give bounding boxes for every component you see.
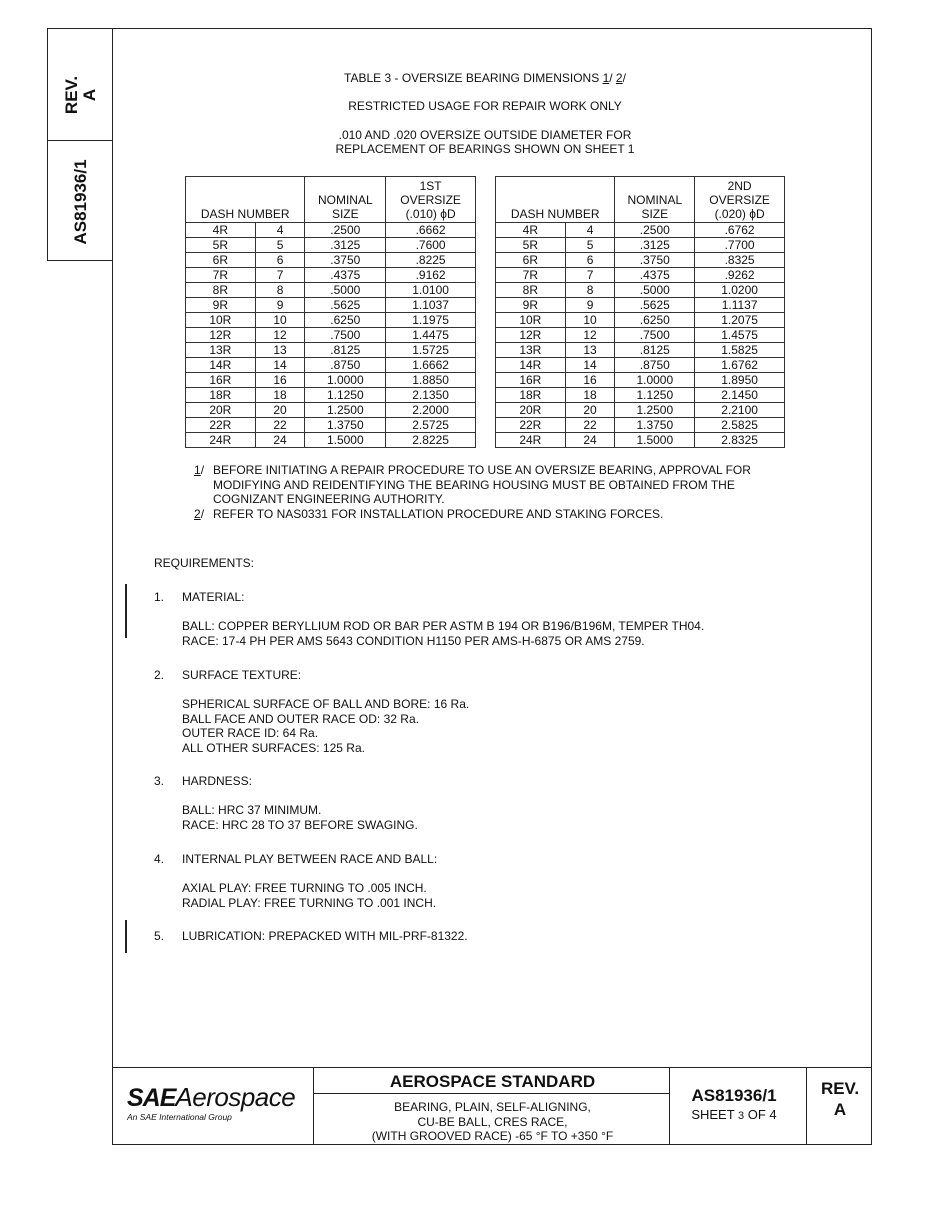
nominal-size-cell: .8750: [615, 358, 695, 373]
oversize-diameter-cell: .6762: [695, 223, 785, 238]
title-block-standard: [313, 1067, 670, 1094]
side-doc-box: [47, 140, 113, 261]
oversize-diameter-cell: 2.1450: [695, 388, 785, 403]
dash-size-cell: 7: [255, 268, 305, 283]
table-row: [186, 298, 476, 313]
doc-number: AS81936/1: [691, 1086, 777, 1105]
nominal-size-cell: .3750: [615, 253, 695, 268]
dash-size-cell: 13: [565, 343, 615, 358]
oversize-diameter-cell: 1.1975: [386, 313, 476, 328]
dash-number-cell: 10R: [186, 313, 256, 328]
dash-size-cell: 18: [565, 388, 615, 403]
oversize-diameter-cell: 1.6662: [386, 358, 476, 373]
dash-number-cell: 16R: [186, 373, 256, 388]
dash-number-cell: 5R: [186, 238, 256, 253]
req-2-num: 2.: [154, 668, 165, 682]
nominal-size-cell: .2500: [305, 223, 386, 238]
desc-line-1: .010 AND .020 OVERSIZE OUTSIDE DIAMETER FOR: [338, 128, 632, 142]
col-dash-number: DASH NUMBER: [186, 177, 305, 223]
req-1-title: MATERIAL:: [182, 590, 245, 604]
nominal-size-cell: .7500: [615, 328, 695, 343]
req-4-title: INTERNAL PLAY BETWEEN RACE AND BALL:: [182, 852, 438, 866]
req-4-body: AXIAL PLAY: FREE TURNING TO .005 INCH. RADIAL PLAY: FREE TURNING TO .001 INCH.: [182, 881, 437, 910]
dash-size-cell: 5: [255, 238, 305, 253]
dash-size-cell: 13: [255, 343, 305, 358]
req-3-body: BALL: HRC 37 MINIMUM. RACE: HRC 28 TO 37 BEFORE SWAGING.: [182, 803, 418, 832]
dash-number-cell: 6R: [186, 253, 256, 268]
table-row: [496, 418, 785, 433]
col-nominal-size: NOMINAL SIZE: [615, 177, 695, 223]
table-row: [186, 238, 476, 253]
dash-number-cell: 14R: [186, 358, 256, 373]
title-block-rev: [806, 1067, 872, 1145]
table-row: [496, 388, 785, 403]
nominal-size-cell: .6250: [305, 313, 386, 328]
dash-size-cell: 12: [255, 328, 305, 343]
nominal-size-cell: .2500: [615, 223, 695, 238]
dash-number-cell: 6R: [496, 253, 566, 268]
nominal-size-cell: .8125: [305, 343, 386, 358]
nominal-size-cell: .8125: [615, 343, 695, 358]
sheet-number: SHEET 3 OF 4: [691, 1107, 777, 1122]
req-4-num: 4.: [154, 852, 165, 866]
table-row: [186, 268, 476, 283]
table-row: [186, 223, 476, 238]
oversize-diameter-cell: 1.1037: [386, 298, 476, 313]
dash-size-cell: 8: [565, 283, 615, 298]
oversize-diameter-cell: 1.6762: [695, 358, 785, 373]
oversize-diameter-cell: 2.8325: [695, 433, 785, 448]
dash-number-cell: 8R: [186, 283, 256, 298]
table-row: [186, 418, 476, 433]
table-row: [496, 268, 785, 283]
table-row: [186, 403, 476, 418]
table-row: [186, 343, 476, 358]
oversize-table-1st: [185, 176, 476, 448]
oversize-diameter-cell: .7700: [695, 238, 785, 253]
req-2-title: SURFACE TEXTURE:: [182, 668, 302, 682]
table-row: [186, 313, 476, 328]
side-rev-box: [47, 28, 113, 141]
dash-number-cell: 10R: [496, 313, 566, 328]
oversize-diameter-cell: 1.0100: [386, 283, 476, 298]
nominal-size-cell: 1.3750: [305, 418, 386, 433]
dash-number-cell: 7R: [186, 268, 256, 283]
table-row: [186, 328, 476, 343]
req-2-body: SPHERICAL SURFACE OF BALL AND BORE: 16 Ra. BALL FACE AND OUTER RACE OD: 32 Ra. OUTER RACE ID: 64 Ra. ALL OTHER SURFACES: 125 Ra.: [182, 697, 470, 755]
oversize-table-2nd: [495, 176, 785, 448]
req-3-title: HARDNESS:: [182, 774, 253, 788]
sae-aerospace-logo: SAEAerospace: [127, 1082, 296, 1112]
title-block-description: [313, 1093, 670, 1145]
dash-number-cell: 4R: [186, 223, 256, 238]
table-row: [496, 253, 785, 268]
dash-number-cell: 24R: [186, 433, 256, 448]
dash-size-cell: 5: [565, 238, 615, 253]
requirements-heading: REQUIREMENTS:: [154, 556, 255, 570]
table-row: [496, 403, 785, 418]
oversize-diameter-cell: .8225: [386, 253, 476, 268]
nominal-size-cell: .5000: [305, 283, 386, 298]
col-nominal-size: NOMINAL SIZE: [305, 177, 386, 223]
oversize-diameter-cell: 2.5825: [695, 418, 785, 433]
nominal-size-cell: 1.2500: [305, 403, 386, 418]
nominal-size-cell: .4375: [615, 268, 695, 283]
oversize-diameter-cell: .9162: [386, 268, 476, 283]
dash-number-cell: 12R: [186, 328, 256, 343]
dash-size-cell: 18: [255, 388, 305, 403]
dash-size-cell: 24: [255, 433, 305, 448]
dash-size-cell: 20: [255, 403, 305, 418]
dash-number-cell: 22R: [496, 418, 566, 433]
table-row: [496, 358, 785, 373]
col-2nd-oversize: 2ND OVERSIZE (.020) ϕD: [695, 177, 785, 223]
table-row: [496, 433, 785, 448]
revision-bar: [125, 920, 127, 953]
nominal-size-cell: .7500: [305, 328, 386, 343]
oversize-diameter-cell: 1.0200: [695, 283, 785, 298]
part-description: BEARING, PLAIN, SELF-ALIGNING, CU-BE BALL, CRES RACE, (WITH GROOVED RACE) -65 °F TO +350 °F: [371, 1100, 614, 1143]
nominal-size-cell: 1.5000: [305, 433, 386, 448]
dash-number-cell: 9R: [186, 298, 256, 313]
table-row: [496, 283, 785, 298]
oversize-diameter-cell: 2.2000: [386, 403, 476, 418]
table-row: [496, 238, 785, 253]
dash-number-cell: 5R: [496, 238, 566, 253]
dash-size-cell: 16: [255, 373, 305, 388]
col-dash-number: DASH NUMBER: [496, 177, 615, 223]
table-row: [496, 373, 785, 388]
req-5-title: LUBRICATION: PREPACKED WITH MIL-PRF-81322.: [182, 929, 468, 943]
nominal-size-cell: .3125: [615, 238, 695, 253]
table-row: [496, 298, 785, 313]
dash-number-cell: 13R: [186, 343, 256, 358]
table-row: [496, 313, 785, 328]
dash-number-cell: 12R: [496, 328, 566, 343]
nominal-size-cell: .3125: [305, 238, 386, 253]
title-block-logo: [112, 1067, 314, 1145]
nominal-size-cell: 1.1250: [615, 388, 695, 403]
dash-size-cell: 6: [255, 253, 305, 268]
req-1-num: 1.: [154, 590, 165, 604]
req-5-num: 5.: [154, 929, 165, 943]
dash-size-cell: 4: [565, 223, 615, 238]
nominal-size-cell: .5625: [305, 298, 386, 313]
dash-number-cell: 20R: [496, 403, 566, 418]
nominal-size-cell: .5625: [615, 298, 695, 313]
dash-number-cell: 9R: [496, 298, 566, 313]
table-row: [496, 343, 785, 358]
dash-size-cell: 22: [255, 418, 305, 433]
oversize-diameter-cell: 1.2075: [695, 313, 785, 328]
oversize-diameter-cell: 1.4475: [386, 328, 476, 343]
dash-number-cell: 22R: [186, 418, 256, 433]
table-row: [186, 283, 476, 298]
nominal-size-cell: .4375: [305, 268, 386, 283]
nominal-size-cell: .6250: [615, 313, 695, 328]
revision-bar: [125, 584, 127, 638]
oversize-diameter-cell: .9262: [695, 268, 785, 283]
table-title: TABLE 3 - OVERSIZE BEARING DIMENSIONS 1/ 2/: [344, 71, 626, 85]
table-row: [186, 253, 476, 268]
oversize-diameter-cell: 2.5725: [386, 418, 476, 433]
oversize-diameter-cell: 1.5825: [695, 343, 785, 358]
dash-size-cell: 10: [565, 313, 615, 328]
dash-size-cell: 14: [255, 358, 305, 373]
oversize-diameter-cell: 2.1350: [386, 388, 476, 403]
dash-size-cell: 12: [565, 328, 615, 343]
dash-size-cell: 9: [565, 298, 615, 313]
dash-size-cell: 9: [255, 298, 305, 313]
side-doc-number: AS81936/1: [71, 159, 90, 245]
dash-number-cell: 7R: [496, 268, 566, 283]
dash-size-cell: 22: [565, 418, 615, 433]
dash-number-cell: 18R: [496, 388, 566, 403]
nominal-size-cell: 1.5000: [615, 433, 695, 448]
table-row: [186, 373, 476, 388]
dash-number-cell: 18R: [186, 388, 256, 403]
oversize-diameter-cell: 1.8950: [695, 373, 785, 388]
dash-number-cell: 14R: [496, 358, 566, 373]
table-row: [186, 388, 476, 403]
logo-subtitle: An SAE International Group: [127, 1112, 232, 1122]
title-block-doc: [669, 1067, 807, 1145]
req-1-body: BALL: COPPER BERYLLIUM ROD OR BAR PER ASTM B 194 OR B196/B196M, TEMPER TH04. RACE: 17-4 PH PER AMS 5643 CONDITION H1150 PER AMS-H-6875 OR AMS 2759.: [182, 619, 705, 648]
dash-size-cell: 4: [255, 223, 305, 238]
dash-number-cell: 16R: [496, 373, 566, 388]
desc-line-2: REPLACEMENT OF BEARINGS SHOWN ON SHEET 1: [335, 142, 635, 156]
dash-number-cell: 20R: [186, 403, 256, 418]
oversize-diameter-cell: 1.8850: [386, 373, 476, 388]
dash-size-cell: 8: [255, 283, 305, 298]
dash-size-cell: 16: [565, 373, 615, 388]
col-1st-oversize: 1ST OVERSIZE (.010) ϕD: [386, 177, 476, 223]
dash-number-cell: 8R: [496, 283, 566, 298]
nominal-size-cell: .5000: [615, 283, 695, 298]
revision: REV. A: [820, 1079, 860, 1119]
dash-size-cell: 14: [565, 358, 615, 373]
dash-number-cell: 24R: [496, 433, 566, 448]
table-row: [186, 433, 476, 448]
nominal-size-cell: .8750: [305, 358, 386, 373]
dash-number-cell: 4R: [496, 223, 566, 238]
nominal-size-cell: .3750: [305, 253, 386, 268]
nominal-size-cell: 1.3750: [615, 418, 695, 433]
dash-size-cell: 10: [255, 313, 305, 328]
side-rev: REV. A: [62, 75, 99, 115]
dash-size-cell: 20: [565, 403, 615, 418]
table-row: [496, 328, 785, 343]
table-row: [496, 223, 785, 238]
dash-size-cell: 6: [565, 253, 615, 268]
table-row: [186, 358, 476, 373]
oversize-diameter-cell: .6662: [386, 223, 476, 238]
dash-number-cell: 13R: [496, 343, 566, 358]
nominal-size-cell: 1.0000: [305, 373, 386, 388]
dash-size-cell: 24: [565, 433, 615, 448]
nominal-size-cell: 1.2500: [615, 403, 695, 418]
table-subtitle: RESTRICTED USAGE FOR REPAIR WORK ONLY: [348, 99, 622, 113]
oversize-diameter-cell: 1.1137: [695, 298, 785, 313]
req-3-num: 3.: [154, 774, 165, 788]
nominal-size-cell: 1.1250: [305, 388, 386, 403]
oversize-diameter-cell: 1.5725: [386, 343, 476, 358]
oversize-diameter-cell: 2.8225: [386, 433, 476, 448]
oversize-diameter-cell: 2.2100: [695, 403, 785, 418]
aerospace-standard-title: AEROSPACE STANDARD: [389, 1072, 596, 1091]
dash-size-cell: 7: [565, 268, 615, 283]
oversize-diameter-cell: .8325: [695, 253, 785, 268]
oversize-diameter-cell: .7600: [386, 238, 476, 253]
nominal-size-cell: 1.0000: [615, 373, 695, 388]
oversize-diameter-cell: 1.4575: [695, 328, 785, 343]
